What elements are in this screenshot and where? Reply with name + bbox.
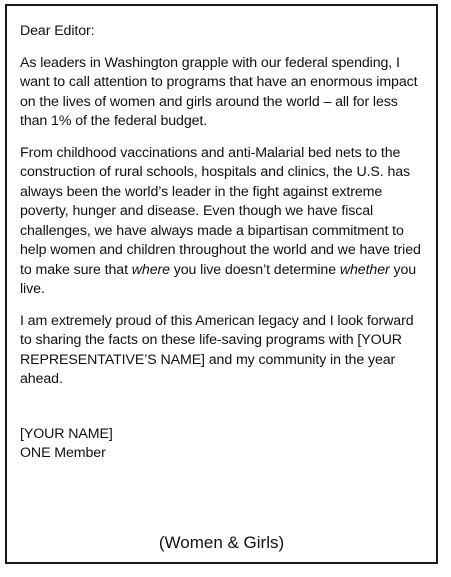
paragraph-proud: I am extremely proud of this American legacy and I look forward to sharing the facts on these life-saving programs with [YOUR REPRESENTATIVE’S NAME] and my community in the year ahead.	[20, 312, 414, 387]
paragraph-legacy-programs	[20, 144, 428, 300]
paragraph-text: From childhood vaccinations and anti-Malarial bed nets to the construction of rural schools, hospitals and clinics, the U.S. has always been the world’s leader in the fight against extreme poverty, hunger and disease. Even though we have fiscal challenges, we have always made a bipartisan commitment to help women and children throughout the world and we have tried to make sure that	[20, 144, 421, 278]
paragraph-budget: As leaders in Washington grapple with our federal spending, I want to call attention to programs that have an enormous impact on the lives of women and girls around the world – all for less than 1% of the federal budget.	[20, 54, 418, 129]
paragraph-text: you live.	[20, 261, 417, 297]
letter-body	[20, 22, 428, 464]
letter-frame	[5, 4, 438, 564]
signature-title: ONE Member	[20, 445, 106, 461]
salutation: Dear Editor:	[20, 23, 95, 39]
signature-name: [YOUR NAME]	[20, 425, 113, 442]
emphasis-whether: whether	[339, 261, 390, 278]
category-footer: (Women & Girls)	[158, 533, 285, 552]
paragraph-text: you live doesn’t determine	[169, 261, 340, 278]
emphasis-where: where	[131, 261, 170, 278]
